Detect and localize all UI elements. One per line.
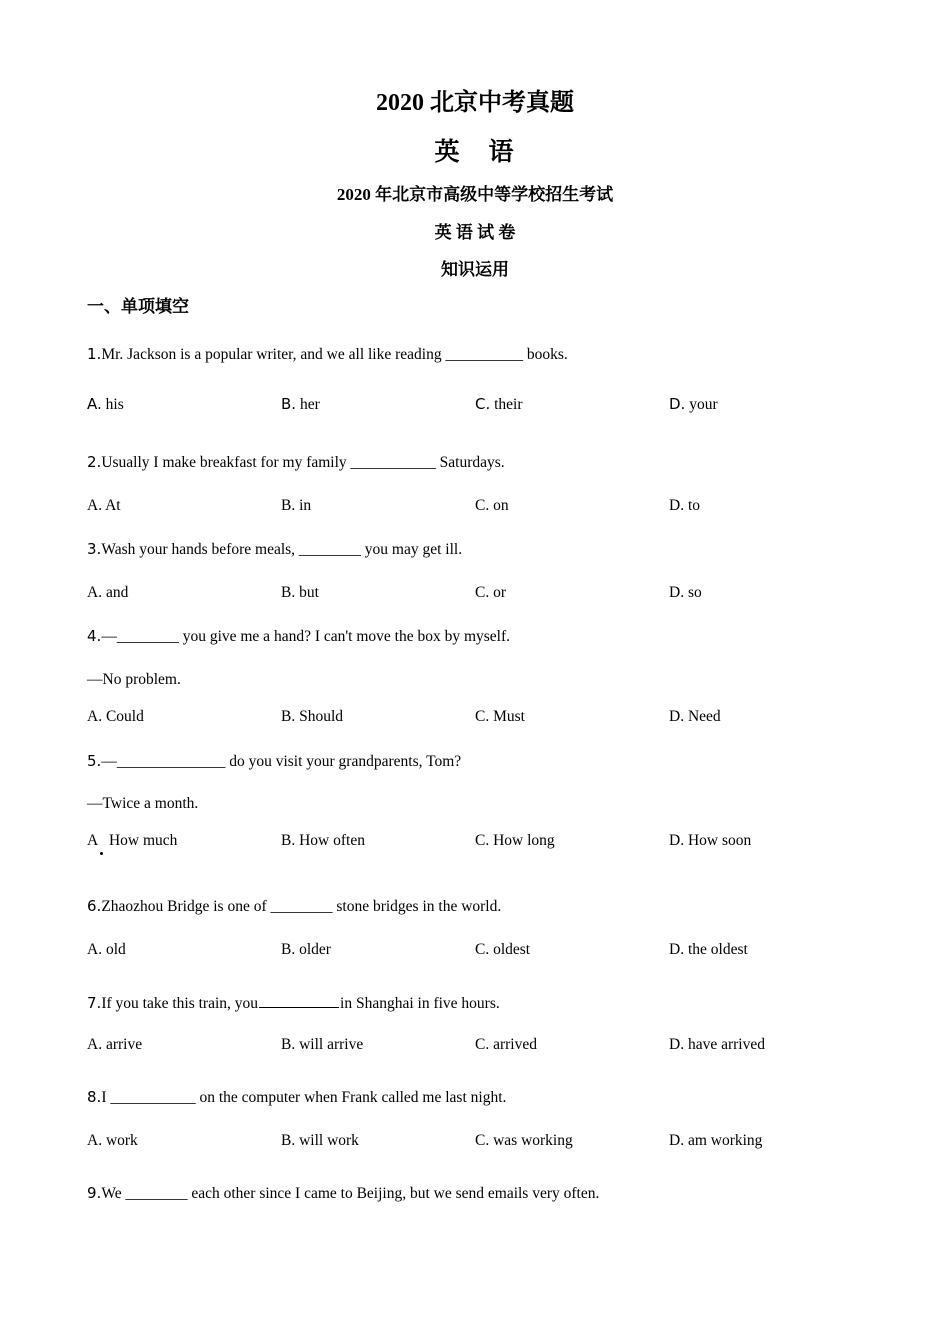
page-title: 2020 北京中考真题 [376,90,574,116]
q3-option-a[interactable] [87,584,128,602]
option-letter: A. [87,395,102,413]
option-letter: D. [669,708,685,725]
option-letter: B. [281,1132,296,1149]
question-text: Mr. Jackson is a popular writer, and we all like reading __________ books. [101,346,568,363]
question-number: 4. [87,627,102,645]
option-letter: A. [87,1132,103,1149]
q2-option-c[interactable] [475,497,509,515]
option-letter: B. [281,1036,296,1053]
paper-name: 英 语 试 卷 [434,223,516,242]
option-letter: D. [669,832,685,849]
question-text: —________ you give me a hand? I can't move the box by myself. [101,628,511,645]
question-number: 7. [87,994,102,1012]
question-number: 1. [87,345,102,363]
question-text-before: If you take this train, you [101,995,259,1012]
exam-name: 2020 年北京市高级中等学校招生考试 [336,185,614,204]
question-number: 9. [87,1184,102,1202]
q4-option-a[interactable] [87,708,144,726]
option-letter: C. [475,497,490,514]
q4-option-b[interactable] [281,708,343,726]
question-text: I ___________ on the computer when Frank called me last night. [101,1089,507,1106]
question-number: 2. [87,453,102,471]
q8-option-c[interactable] [475,1132,573,1150]
option-letter: D. [669,395,686,413]
section-title: 一、单项填空 [87,297,189,316]
question-text: Usually I make breakfast for my family ___________ Saturdays. [101,454,505,471]
q7-option-c[interactable] [475,1036,537,1054]
q8-option-b[interactable] [281,1132,359,1150]
option-text: their [490,396,523,413]
option-text: Could [102,708,144,725]
q8-option-d[interactable] [669,1132,762,1150]
question-text: Wash your hands before meals, ________ you may get ill. [101,541,463,558]
option-text: his [101,396,124,413]
option-letter: C. [475,832,490,849]
question-number: 5. [87,752,102,770]
option-text: was working [489,1132,573,1149]
option-letter: D. [669,1036,685,1053]
q8-option-a[interactable] [87,1132,138,1150]
q7-option-d[interactable] [669,1036,765,1054]
q1-option-b[interactable] [281,395,320,414]
option-letter: A. [87,1036,103,1053]
q5-reply: —Twice a month. [87,795,199,812]
question-text: —______________ do you visit your grandparents, Tom? [101,753,462,770]
option-text: older [295,941,331,958]
q2-option-a[interactable] [87,497,121,515]
question-2 [87,453,505,472]
q6-option-c[interactable] [475,941,530,959]
q1-option-d[interactable] [669,395,718,414]
q1-option-c[interactable] [475,395,523,414]
option-text: How soon [684,832,752,849]
option-text: Should [295,708,344,725]
option-letter: D. [669,497,685,514]
question-9 [87,1184,599,1203]
option-text: and [102,584,129,601]
option-text: arrived [489,1036,537,1053]
option-text: will arrive [295,1036,364,1053]
option-text: How long [489,832,555,849]
option-text: Need [684,708,721,725]
option-letter: A. [87,941,103,958]
q3-option-c[interactable] [475,584,506,602]
option-text: the oldest [684,941,748,958]
answer-blank [259,993,339,1008]
option-text: but [295,584,319,601]
option-text: to [684,497,701,514]
option-letter: A. [87,708,103,725]
option-letter: C. [475,584,490,601]
option-letter: D. [669,1132,685,1149]
option-letter: C. [475,395,491,413]
q1-option-a[interactable] [87,395,124,414]
q4-option-d[interactable] [669,708,721,726]
q7-option-b[interactable] [281,1036,363,1054]
option-text: have arrived [684,1036,765,1053]
question-6 [87,897,501,916]
option-text: How much [97,832,178,849]
question-7 [87,993,500,1013]
question-text: Zhaozhou Bridge is one of ________ stone bridges in the world. [101,898,502,915]
q5-option-c[interactable] [475,832,555,850]
option-text: am working [684,1132,763,1149]
question-number: 3. [87,540,102,558]
option-letter: B. [281,832,296,849]
option-letter: B. [281,708,296,725]
q6-option-d[interactable] [669,941,748,959]
q4-option-c[interactable] [475,708,525,726]
option-text: arrive [102,1036,143,1053]
option-letter: C. [475,941,490,958]
option-text: Must [489,708,525,725]
part-title: 知识运用 [441,260,509,279]
question-text: We ________ each other since I came to Beijing, but we send emails very often. [101,1185,600,1202]
option-letter: D. [669,941,685,958]
option-text: in [295,497,312,514]
q2-option-d[interactable] [669,497,700,515]
question-text-after: in Shanghai in five hours. [340,995,500,1012]
option-text: on [489,497,509,514]
q6-option-b[interactable] [281,941,331,959]
subject-title: 英 语 [434,139,516,166]
option-letter: B. [281,497,296,514]
question-4 [87,627,510,646]
question-1 [87,345,568,364]
option-letter: A. [87,497,103,514]
q6-option-a[interactable] [87,941,126,959]
option-text: or [489,584,507,601]
q2-option-b[interactable] [281,497,311,515]
option-text: old [102,941,126,958]
q7-option-a[interactable] [87,1036,142,1054]
q5-option-a[interactable] [87,832,177,850]
q5-option-d[interactable] [669,832,751,850]
option-letter: C. [475,1036,490,1053]
option-text: her [296,396,320,413]
option-text: How often [295,832,365,849]
question-number: 6. [87,897,102,915]
option-text: oldest [489,941,531,958]
option-letter: A [87,832,98,849]
option-letter: A. [87,584,103,601]
option-text: so [684,584,702,601]
option-text: At [102,497,121,514]
stray-dot [100,852,103,855]
option-letter: B. [281,395,297,413]
q4-reply: —No problem. [87,671,181,688]
q3-option-d[interactable] [669,584,702,602]
option-letter: D. [669,584,685,601]
question-5 [87,752,461,771]
option-letter: C. [475,708,490,725]
option-text: your [685,396,718,413]
option-text: work [102,1132,138,1149]
option-text: will work [295,1132,359,1149]
question-number: 8. [87,1088,102,1106]
q5-option-b[interactable] [281,832,365,850]
option-letter: C. [475,1132,490,1149]
q3-option-b[interactable] [281,584,319,602]
question-8 [87,1088,506,1107]
option-letter: B. [281,584,296,601]
option-letter: B. [281,941,296,958]
question-3 [87,540,462,559]
